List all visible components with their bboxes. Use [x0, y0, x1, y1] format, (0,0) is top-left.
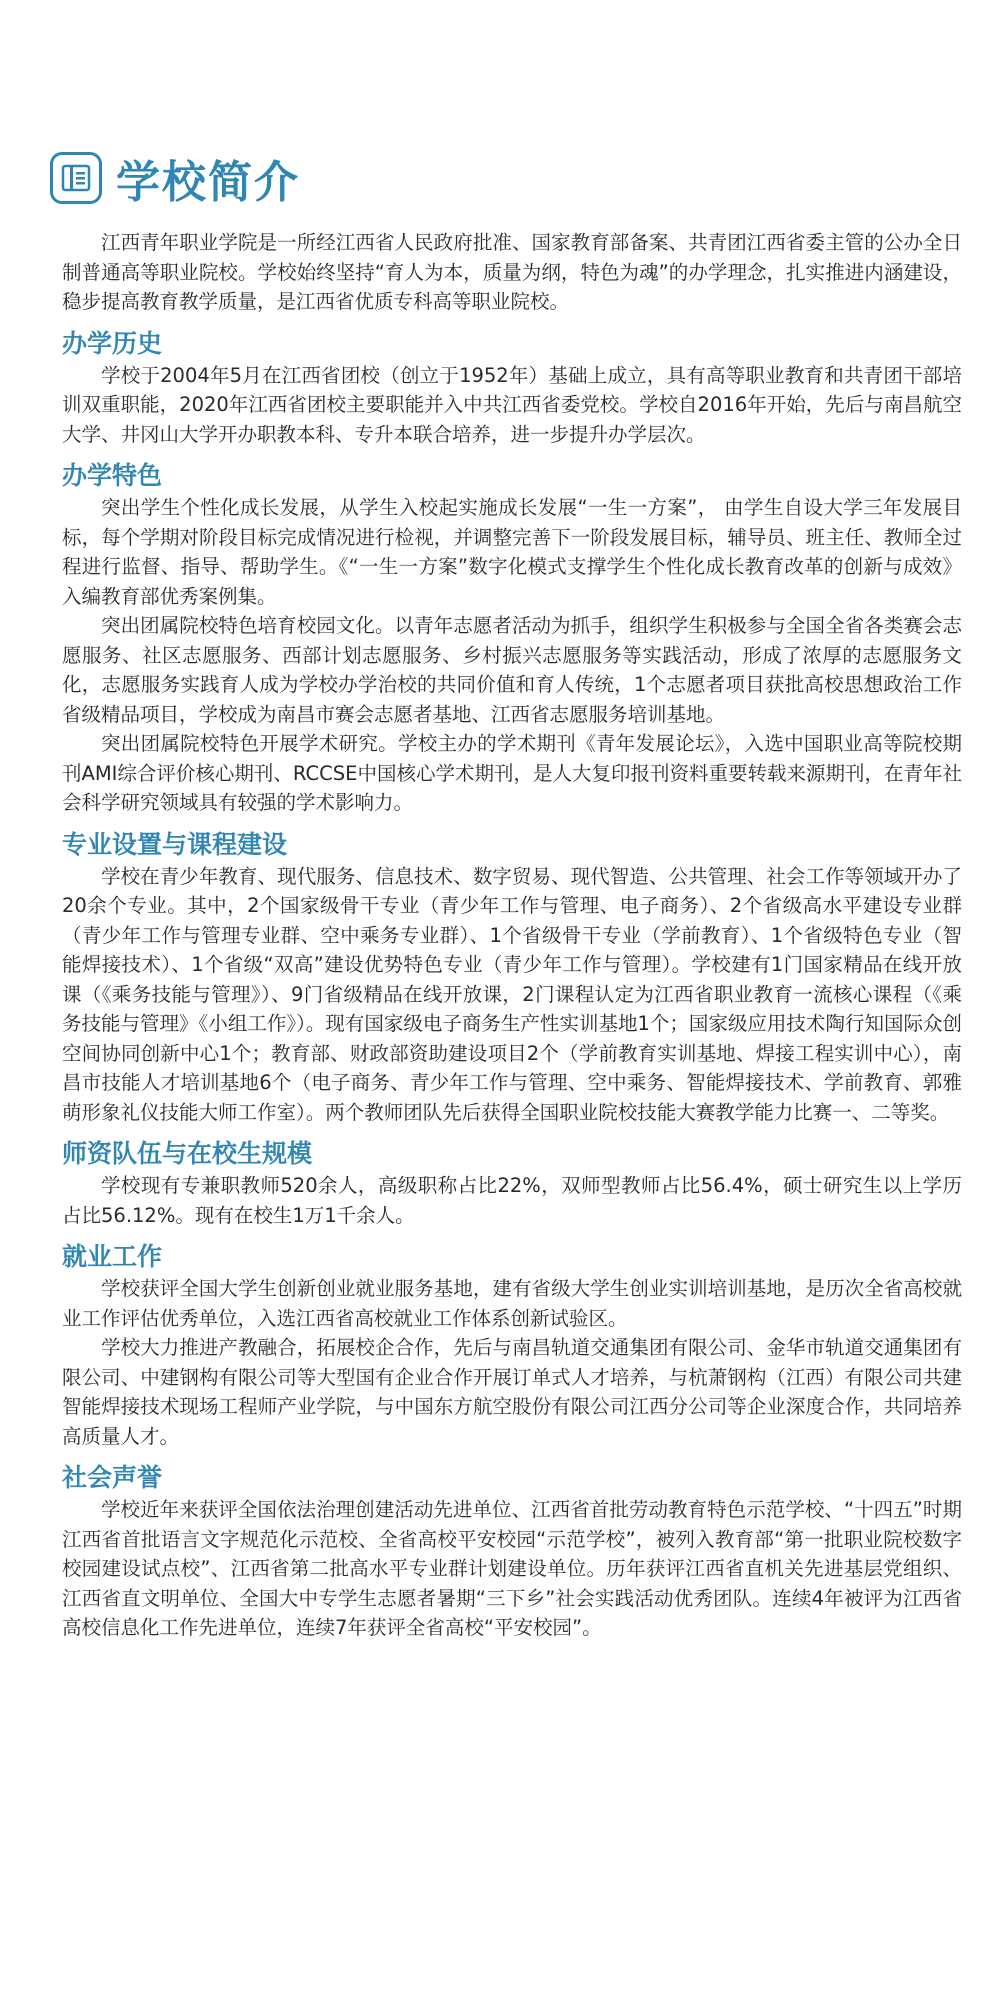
section-heading-majors: 专业设置与课程建设 — [62, 829, 288, 859]
features-paragraph-2: 突出团属院校特色培育校园文化。以青年志愿者活动为抓手，组织学生积极参与全国全省各类赛会志愿服务、社区志愿服务、西部计划志愿服务、乡村振兴志愿服务等实践活动，形成了浓厚的志愿服务文化，志愿服务实践育人成为学校办学治校的共同价值和育人传统，1个志愿者项目获批高校思想政治工作省级精品项目，学校成为南昌市赛会志愿者基地、江西省志愿服务培训基地。 — [62, 614, 962, 726]
section-heading-reputation: 社会声誉 — [62, 1463, 163, 1492]
section-majors — [62, 828, 962, 1128]
section-reputation — [62, 1461, 962, 1643]
section-heading-faculty: 师资队伍与在校生规模 — [62, 1139, 313, 1168]
section-heading-history: 办学历史 — [62, 328, 163, 358]
section-features — [62, 459, 962, 818]
reputation-paragraph: 学校近年来获评全国依法治理创建活动先进单位、江西省首批劳动教育特色示范学校、“十四五”时期江西省首批语言文字规范化示范校、全省高校平安校园“示范学校”，被列入教育部“第一批职业院校数字校园建设试点校”、江西省第二批高水平专业群计划建设单位。历年获评江西省直机关先进基层党组织、江西省直文明单位、全国大中专学生志愿者暑期“三下乡”社会实践活动优秀团队。连续4年被评为江西省高校信息化工作先进单位，连续7年获评全省高校“平安校园”。 — [62, 1498, 962, 1639]
history-paragraph: 学校于2004年5月在江西省团校（创立于1952年）基础上成立，具有高等职业教育和共青团干部培训双重职能，2020年江西省团校主要职能并入中共江西省委党校。学校自2016年开始，先后与南昌航空大学、井冈山大学开办职教本科、专升本联合培养，进一步提升办学层次。 — [62, 363, 962, 446]
employment-paragraph-2: 学校大力推进产教融合，拓展校企合作，先后与南昌轨道交通集团有限公司、金华市轨道交通集团有限公司、中建钢构有限公司等大型国有企业合作开展订单式人才培养，与杭萧钢构（江西）有限公司共建智能焊接技术现场工程师产业学院，与中国东方航空股份有限公司江西分公司等企业深度合作，共同培养高质量人才。 — [62, 1336, 962, 1448]
section-faculty — [62, 1137, 962, 1230]
features-paragraph-3: 突出团属院校特色开展学术研究。学校主办的学术期刊《青年发展论坛》，入选中国职业高等院校期刊AMI综合评价核心期刊、RCCSE中国核心学术期刊，是人大复印报刊资料重要转载来源期刊，在青年社会科学研究领域具有较强的学术影响力。 — [62, 732, 962, 814]
book-icon-glyph — [61, 163, 91, 193]
features-paragraph-1: 突出学生个性化成长发展，从学生入校起实施成长发展“一生一方案”， 由学生自设大学三年发展目标，每个学期对阶段目标完成情况进行检视，并调整完善下一阶段发展目标，辅导员、班主任、教师全过程进行监督、指导、帮助学生。《“一生一方案”数字化模式支撑学生个性化成长教育改革的创新与成效》入编教育部优秀案例集。 — [62, 496, 962, 608]
page-header — [50, 148, 300, 208]
book-icon — [50, 152, 102, 204]
section-heading-features: 办学特色 — [62, 461, 163, 490]
section-history — [62, 327, 962, 450]
intro-paragraph: 江西青年职业学院是一所经江西省人民政府批准、国家教育部备案、共青团江西省委主管的公办全日制普通高等职业院校。学校始终坚持“育人为本，质量为纲，特色为魂”的办学理念，扎实推进内涵建设，稳步提高教育教学质量，是江西省优质专科高等职业院校。 — [62, 231, 962, 313]
section-employment — [62, 1240, 962, 1451]
majors-paragraph: 学校在青少年教育、现代服务、信息技术、数字贸易、现代智造、公共管理、社会工作等领域开办了20余个专业。其中，2个国家级骨干专业（青少年工作与管理、电子商务）、2个省级高水平建设专业群（青少年工作与管理专业群、空中乘务专业群）、1个省级骨干专业（学前教育）、1个省级特色专业（智能焊接技术）、1个省级“双高”建设优势特色专业（青少年工作与管理）。学校建有1门国家精品在线开放课（《乘务技能与管理》）、9门省级精品在线开放课，2门课程认定为江西省职业教育一流核心课程（《乘务技能与管理》《小组工作》）。现有国家级电子商务生产性实训基地1个；国家级应用技术陶行知国际众创空间协同创新中心1个；教育部、财政部资助建设项目2个（学前教育实训基地、焊接工程实训中心），南昌市技能人才培训基地6个（电子商务、青少年工作与管理、空中乘务、智能焊接技术、学前教育、郭雅萌形象礼仪技能大师工作室）。两个教师团队先后获得全国职业院校技能大赛教学能力比赛一、二等奖。 — [62, 864, 962, 1124]
page-title: 学校简介 — [116, 157, 300, 208]
employment-paragraph-1: 学校获评全国大学生创新创业就业服务基地，建有省级大学生创业实训培训基地，是历次全省高校就业工作评估优秀单位，入选江西省高校就业工作体系创新试验区。 — [62, 1277, 962, 1330]
faculty-paragraph: 学校现有专兼职教师520余人，高级职称占比22%，双师型教师占比56.4%，硕士研究生以上学历占比56.12%。现有在校生1万1千余人。 — [62, 1174, 962, 1227]
section-heading-employment: 就业工作 — [62, 1242, 163, 1271]
main-content — [62, 228, 962, 1643]
